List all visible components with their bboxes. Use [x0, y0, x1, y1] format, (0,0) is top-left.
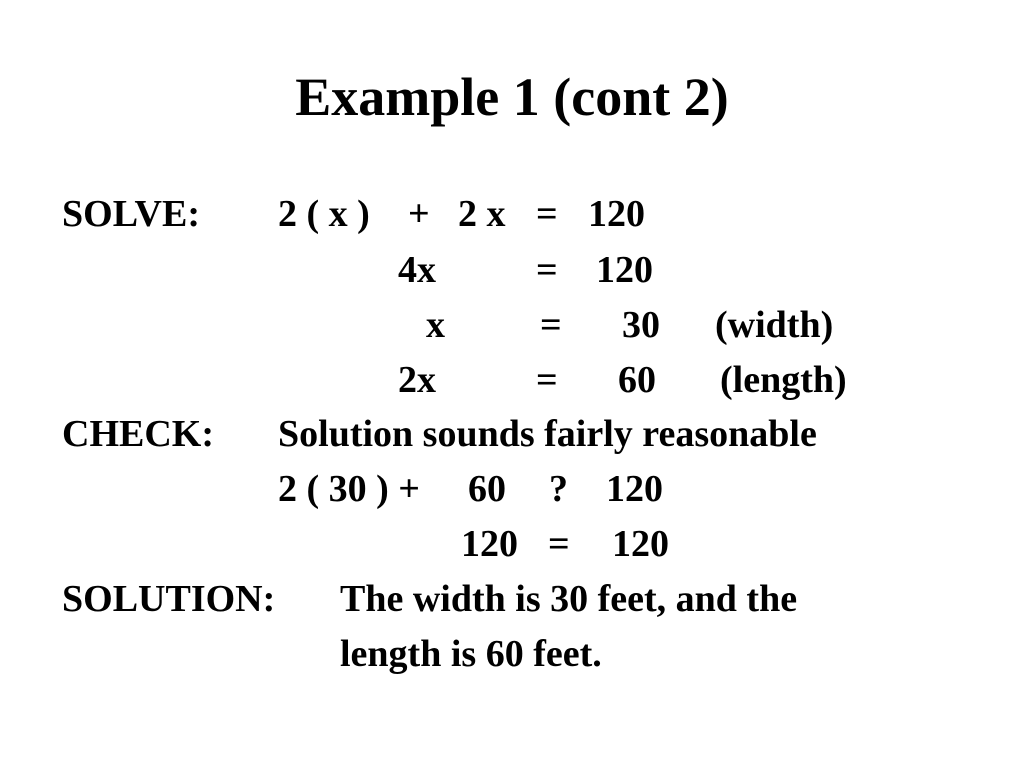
- check-line2-rhs: 120: [606, 468, 663, 510]
- solve-line4-rhs: 60: [618, 359, 656, 401]
- solve-line1-lhs: 2 ( x ): [278, 193, 370, 235]
- check-line2-question: ?: [549, 468, 568, 510]
- solution-line1: The width is 30 feet, and the: [340, 578, 798, 620]
- solve-line1-term: 2 x: [458, 193, 506, 235]
- solve-line4-equals: =: [536, 359, 558, 401]
- solve-line3-lhs: x: [426, 304, 445, 346]
- solve-line2-lhs: 4x: [398, 249, 436, 291]
- check-line3-rhs: 120: [612, 523, 669, 565]
- check-line1: Solution sounds fairly reasonable: [278, 413, 817, 455]
- solve-line3-equals: =: [540, 304, 562, 346]
- solution-label: SOLUTION:: [62, 578, 276, 620]
- check-line3-equals: =: [548, 523, 570, 565]
- solve-label: SOLVE:: [62, 193, 200, 235]
- solve-line1-plus: +: [408, 193, 430, 235]
- solve-line4-lhs: 2x: [398, 359, 436, 401]
- check-line2-lhs: 2 ( 30 ) +: [278, 468, 420, 510]
- solution-line2: length is 60 feet.: [340, 633, 602, 675]
- check-line3-lhs: 120: [461, 523, 518, 565]
- solve-line2-rhs: 120: [596, 249, 653, 291]
- solve-line3-note: (width): [715, 304, 834, 346]
- slide-title: Example 1 (cont 2): [295, 67, 729, 127]
- check-line2-term: 60: [468, 468, 506, 510]
- solve-line2-equals: =: [536, 249, 558, 291]
- solve-line1-equals: =: [536, 193, 558, 235]
- solve-line4-note: (length): [720, 359, 847, 401]
- check-label: CHECK:: [62, 413, 214, 455]
- solve-line1-rhs: 120: [588, 193, 645, 235]
- solve-line3-rhs: 30: [622, 304, 660, 346]
